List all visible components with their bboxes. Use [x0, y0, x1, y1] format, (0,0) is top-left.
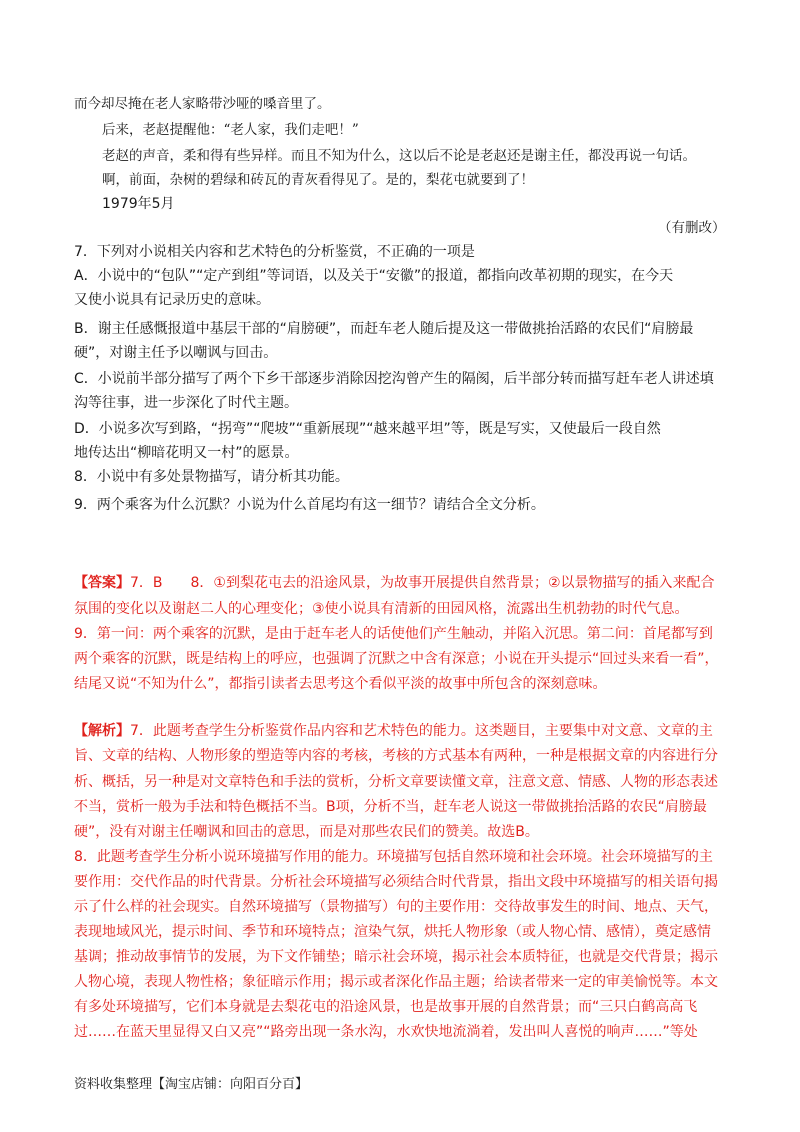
answer-line-4: 两个乘客的沉默，既是结构上的呼应，也强调了沉默之中含有深意；小说在开头提示“回过头来看一看”，	[74, 651, 719, 667]
option-b-line-2: 硬”，对谢主任予以嘲讽与回击。	[74, 345, 278, 361]
analysis-line-11: 人物心境，表现人物性格；象征暗示作用；揭示或者深化作品主题；给读者带来一定的审美愉悦等。本文	[74, 974, 718, 990]
analysis-label: 【解析】	[74, 723, 130, 739]
analysis-line-9: 表现地域风光，提示时间、季节和环境特点；渲染气氛，烘托人物形象（或人物心情、感情），奠定感情	[74, 924, 711, 940]
answer-line-5: 结尾又说“不知为什么”，都指引读者去思考这个看似平淡的故事中所包含的深刻意味。	[74, 676, 607, 692]
story-line-2: 后来，老赵提醒他：“老人家，我们走吧！”	[102, 122, 359, 138]
option-a-line-2: 又使小说具有记录历史的意味。	[74, 292, 270, 308]
option-b-line-1: B．谢主任感慨报道中基层干部的“肩膀硬”，而赶车老人随后提及这一带做挑抬活路的农民们“肩膀最	[74, 321, 694, 337]
analysis-line-7: 要作用：交代作品的时代背景。分析社会环境描写必须结合时代背景，指出文段中环境描写的相关语句揭	[74, 874, 718, 890]
question-8: 8．小说中有多处景物描写，请分析其功能。	[74, 469, 349, 485]
answer-line-3: 9．第一问：两个乘客的沉默，是由于赶车老人的话使他们产生触动，并陷入沉思。第二问：首尾都写到	[74, 626, 713, 642]
option-d-line-1: D．小说多次写到路，“拐弯”“爬坡”“重新展现”“越来越平坦”等，既是写实，又使最后一段自然	[74, 421, 661, 437]
story-line-3: 老赵的声音，柔和得有些异样。而且不知为什么，这以后不论是老赵还是谢主任，都没再说一句话。	[102, 148, 696, 164]
story-line-1: 而今却尽掩在老人家略带沙哑的嗓音里了。	[74, 96, 331, 112]
analysis-line-1	[74, 720, 713, 742]
analysis-line-2: 旨、文章的结构、人物形象的塑造等内容的考核，考核的方式基本有两种，一种是根据文章的内容进行分	[74, 748, 718, 764]
analysis-line-10: 基调；推动故事情节的发展，为下文作铺垫；暗示社会环境，揭示社会本质特征，也就是交代背景；揭示	[74, 949, 718, 965]
analysis-line-6: 8．此题考查学生分析小说环境描写作用的能力。环境描写包括自然环境和社会环境。社会环境描写的主	[74, 849, 713, 865]
option-c-line-1: C．小说前半部分描写了两个下乡干部逐步消除因挖沟曾产生的隔阂，后半部分转而描写赶车老人讲述填	[74, 371, 714, 387]
analysis-line-3: 析、概括，另一种是对文章特色和手法的赏析，分析文章要读懂文章，注意文意、情感、人物的形态表述	[74, 774, 718, 790]
analysis-text-1: 7．此题考查学生分析鉴赏作品内容和艺术特色的能力。这类题目，主要集中对文意、文章的主	[130, 723, 713, 739]
question-7: 7．下列对小说相关内容和艺术特色的分析鉴赏，不正确的一项是	[74, 244, 475, 260]
answer-line-2: 氛围的变化以及谢赵二人的心理变化；③使小说具有清新的田园风格，流露出生机勃勃的时代气息。	[74, 601, 689, 617]
analysis-line-4: 不当，赏析一般为手法和特色概括不当。B项，分析不当，赶车老人说这一带做挑抬活路的农民“肩膀最	[74, 799, 707, 815]
option-a-line-1: A．小说中的“包队”“定产到组”等词语，以及关于“安徽”的报道，都指向改革初期的现实，在今天	[74, 268, 674, 284]
story-date: 1979年5月	[102, 196, 175, 212]
analysis-line-13: 过……在蓝天里显得又白又亮”“路旁出现一条水沟，水欢快地流淌着，发出叫人喜悦的响声……”等处	[74, 1024, 698, 1040]
footer-source: 资料收集整理【淘宝店铺：向阳百分百】	[74, 1077, 309, 1092]
question-9: 9．两个乘客为什么沉默？小说为什么首尾均有这一细节？请结合全文分析。	[74, 497, 545, 513]
analysis-line-5: 硬”，没有对谢主任嘲讽和回击的意思，而是对那些农民们的赞美。故选B。	[74, 824, 539, 840]
answer-text-1: 7．B 8．①到梨花屯去的沿途风景，为故事开展提供自然背景；②以景物描写的插入来配合	[130, 575, 715, 591]
option-d-line-2: 地传达出“柳暗花明又一村”的愿景。	[74, 445, 299, 461]
answer-label: 【答案】	[74, 575, 130, 591]
story-note: （有删改）	[658, 220, 726, 236]
story-line-4: 啊，前面，杂树的碧绿和砖瓦的青灰看得见了。是的，梨花屯就要到了！	[102, 172, 534, 188]
option-c-line-2: 沟等往事，进一步深化了时代主题。	[74, 395, 298, 411]
answer-line-1	[74, 572, 715, 594]
analysis-line-8: 示了什么样的社会现实。自然环境描写（景物描写）句的主要作用：交待故事发生的时间、地点、天气，	[74, 899, 718, 915]
analysis-line-12: 有多处环境描写，它们本身就是去梨花屯的沿途风景，也是故事开展的自然背景；而“三只白鹤高高飞	[74, 999, 698, 1015]
